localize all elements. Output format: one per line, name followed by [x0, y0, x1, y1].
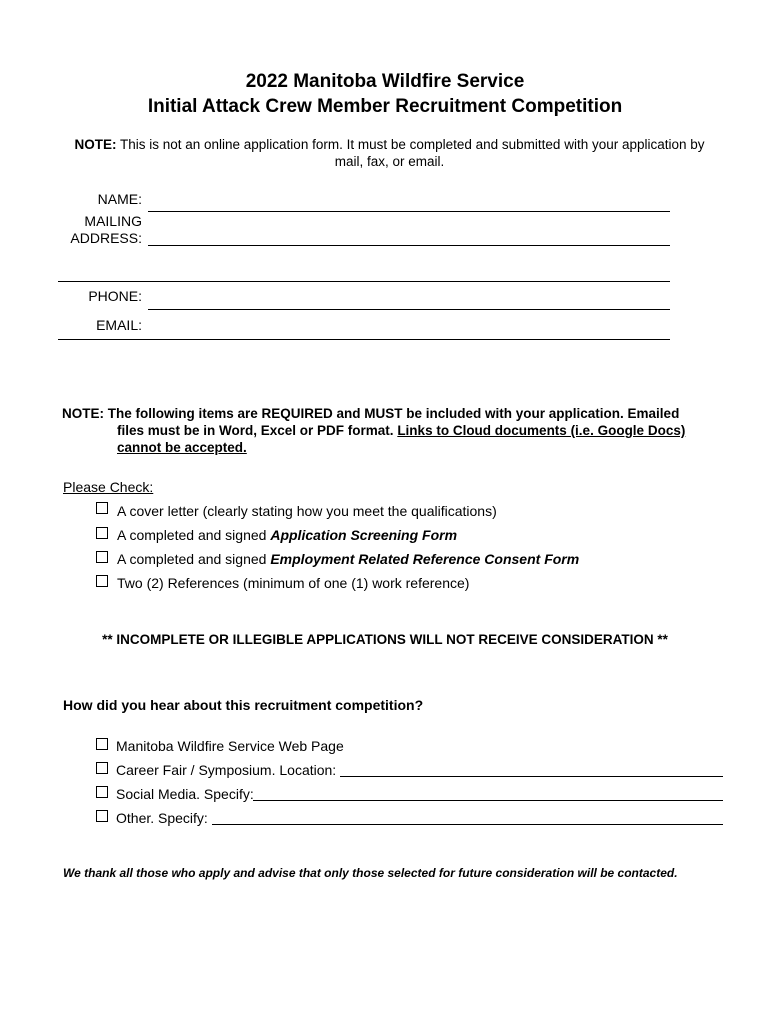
checklist-item-cover-letter: A cover letter (clearly stating how you meet the qualifications) — [117, 503, 497, 519]
note-text: This is not an online application form. It must be completed and submitted with your application by mail, fax, or email. — [116, 137, 705, 169]
note2-line1: NOTE: The following items are REQUIRED and MUST be included with your application. Emailed — [62, 406, 680, 421]
mailing-label-line1: MAILING — [84, 213, 142, 229]
survey-question: How did you hear about this recruitment competition? — [63, 697, 424, 713]
form-title-line2: Initial Attack Crew Member Recruitment Competition — [147, 96, 623, 117]
item2-prefix: A completed and signed — [117, 527, 271, 543]
mailing-address-field[interactable] — [148, 245, 670, 246]
mailing-label-line2: ADDRESS: — [70, 230, 142, 246]
survey-option-career-fair: Career Fair / Symposium. Location: — [116, 762, 337, 778]
phone-field[interactable] — [148, 309, 670, 310]
note2-line3: cannot be accepted. — [117, 440, 247, 455]
checklist-item-reference-consent — [117, 551, 579, 568]
checkbox-screening-form[interactable] — [96, 527, 108, 539]
checklist-item-screening-form — [117, 527, 457, 544]
note-prefix: NOTE: — [74, 137, 117, 152]
item3-emph: Employment Related Reference Consent Form — [270, 551, 580, 567]
social-media-specify-field[interactable] — [253, 800, 723, 801]
email-label: EMAIL: — [96, 317, 142, 333]
checkbox-career-fair[interactable] — [96, 762, 108, 774]
mailing-address-field-line2[interactable] — [58, 281, 670, 282]
career-fair-location-field[interactable] — [340, 776, 723, 777]
note-online-form — [62, 136, 717, 170]
other-specify-field[interactable] — [212, 824, 723, 825]
thank-you-note: We thank all those who apply and advise that only those selected for future consideration will be contacted. — [63, 866, 678, 880]
checkbox-social-media[interactable] — [96, 786, 108, 798]
checkbox-cover-letter[interactable] — [96, 502, 108, 514]
checkbox-other[interactable] — [96, 810, 108, 822]
form-title-line1: 2022 Manitoba Wildfire Service — [245, 71, 525, 92]
survey-option-social-media: Social Media. Specify: — [116, 786, 254, 802]
note2-line2-underlined: Links to Cloud documents (i.e. Google Docs) — [397, 423, 686, 438]
checkbox-reference-consent[interactable] — [96, 551, 108, 563]
note-required-items — [62, 405, 712, 456]
checklist-heading: Please Check: — [63, 479, 154, 495]
note2-line2 — [62, 422, 712, 439]
incomplete-warning: ** INCOMPLETE OR ILLEGIBLE APPLICATIONS WILL NOT RECEIVE CONSIDERATION ** — [102, 632, 668, 647]
phone-label: PHONE: — [88, 288, 142, 304]
checkbox-web-page[interactable] — [96, 738, 108, 750]
name-field[interactable] — [148, 211, 670, 212]
checklist-item-references: Two (2) References (minimum of one (1) work reference) — [117, 575, 470, 591]
checkbox-references[interactable] — [96, 575, 108, 587]
note2-line2-text: files must be in Word, Excel or PDF format. — [117, 423, 398, 438]
email-field[interactable] — [58, 339, 670, 340]
item3-prefix: A completed and signed — [117, 551, 271, 567]
item2-emph: Application Screening Form — [270, 527, 458, 543]
survey-option-web-page: Manitoba Wildfire Service Web Page — [116, 738, 344, 754]
name-label: NAME: — [97, 191, 142, 207]
survey-option-other: Other. Specify: — [116, 810, 208, 826]
